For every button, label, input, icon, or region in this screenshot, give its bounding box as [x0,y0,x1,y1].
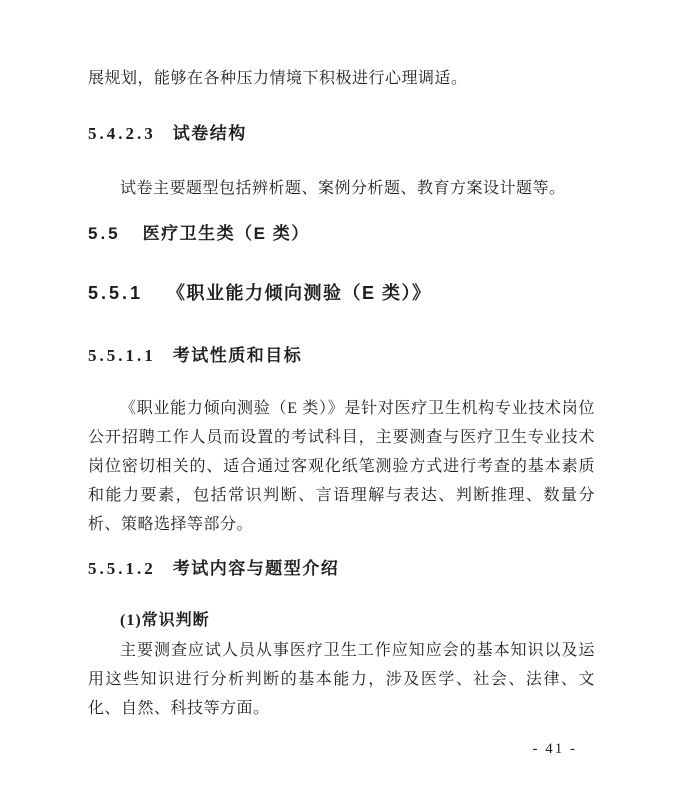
section-title: 医疗卫生类（E 类） [142,224,310,243]
section-title: 考试内容与题型介绍 [172,559,340,578]
paragraph-common-sense: 主要测查应试人员从事医疗卫生工作应知应会的基本知识以及运用这些知识进行分析判断的基本能力，涉及医学、社会、法律、文化、自然、科技等方面。 [88,642,595,717]
document-body [88,0,595,723]
section-number: 5.5.1.1 [88,346,156,365]
section-heading-5-5 [88,219,595,248]
section-heading-5-5-1-1 [88,341,595,370]
section-title: 《职业能力倾向测验（E 类）》 [167,283,432,303]
section-heading-5-4-2-3 [88,119,595,148]
section-heading-5-5-1-2 [88,554,595,583]
section-title: 试卷结构 [172,124,247,143]
section-number: 5.5.1 [88,283,144,303]
paragraph-paper-structure: 试卷主要题型包括辨析题、案例分析题、教育方案设计题等。 [120,180,566,197]
page-number: - 41 - [532,741,577,757]
subheading-common-sense: (1)常识判断 [120,612,210,629]
section-number: 5.4.2.3 [88,124,156,143]
section-number: 5.5.1.2 [88,559,156,578]
section-heading-5-5-1 [88,279,595,308]
section-title: 考试性质和目标 [172,346,303,365]
paragraph-exam-nature: 《职业能力倾向测验（E 类）》是针对医疗卫生机构专业技术岗位公开招聘工作人员而设置的考试科目，主要测查与医疗卫生专业技术岗位密切相关的、适合通过客观化纸笔测验方式进行考查的基本素质和能力要素，包括常识判断、言语理解与表达、判断推理、数量分析、策略选择等部分。 [88,400,595,533]
section-number: 5.5 [88,224,121,243]
paragraph-continuation: 展规划，能够在各种压力情境下积极进行心理调适。 [88,70,468,87]
